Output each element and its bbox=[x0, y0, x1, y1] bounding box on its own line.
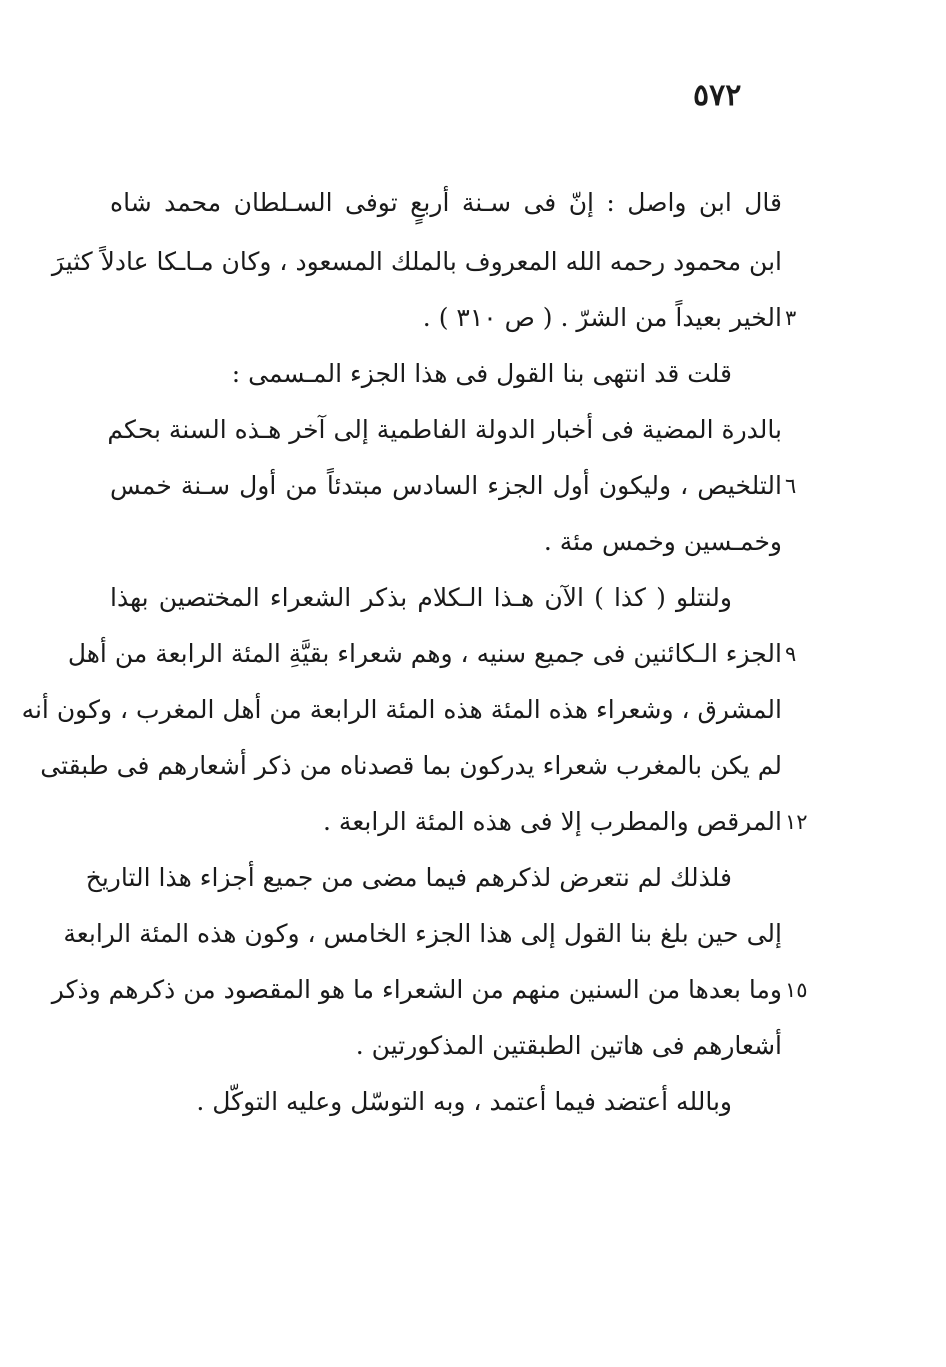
text-line: المشرق ، وشعراء هذه المئة هذه المئة الرابعة من أهل المغرب ، وكون أنه bbox=[21, 695, 782, 724]
line-number-marker: ٦ bbox=[785, 474, 797, 498]
text-line: ابن محمود رحمه الله المعروف بالملك المسعود ، وكان مـاـكا عادلاً كثيرَ bbox=[51, 247, 782, 276]
text-line: أشعارهم فى هاتين الطبقتين المذكورتين . bbox=[355, 1031, 782, 1060]
line-number-marker: ٣ bbox=[785, 306, 797, 330]
text-line: ولنتلو ( كذا ) الآن هـذا الـكلام بذكر الشعراء المختصين بهذا bbox=[110, 583, 732, 612]
text-line: لم يكن بالمغرب شعراء يدركون بما قصدناه من ذكر أشعارهم فى طبقتى bbox=[40, 751, 782, 780]
line-number-marker: ١٢ bbox=[785, 810, 808, 834]
text-line: إلى حين بلغ بنا القول إلى هذا الجزء الخامس ، وكون هذه المئة الرابعة bbox=[63, 919, 782, 948]
line-number-marker: ٩ bbox=[785, 642, 797, 666]
text-line: قلت قد انتهى بنا القول فى هذا الجزء المـسمى : bbox=[231, 359, 732, 388]
text-line: التلخيص ، وليكون أول الجزء السادس مبتدئاً من أول سـنة خمس bbox=[110, 471, 782, 500]
text-line: المرقص والمطرب إلا فى هذه المئة الرابعة . bbox=[323, 807, 782, 836]
text-line: فلذلك لم نتعرض لذكرهم فيما مضى من جميع أجزاء هذا التاريخ bbox=[85, 863, 732, 892]
text-line: قال ابن واصل : إنّ فى سـنة أربعٍ توفى السـلطان محمد شاه bbox=[110, 188, 782, 217]
text-line: وما بعدها من السنين منهم من الشعراء ما هو المقصود من ذكرهم وذكر bbox=[51, 975, 782, 1004]
line-number-marker: ١٥ bbox=[785, 978, 808, 1002]
text-line: وخمـسين وخمس مئة . bbox=[543, 527, 782, 556]
page-number: ٥٧٢ bbox=[693, 78, 742, 113]
body-text bbox=[21, 0, 782, 1367]
text-line: الخير بعيداً من الشرّ . ( ص ٣١٠ ) . bbox=[422, 303, 782, 332]
text-line: وبالله أعتضد فيما أعتمد ، وبه التوسّل وعليه التوكّل . bbox=[196, 1087, 732, 1116]
text-line: الجزء الـكائنين فى جميع سنيه ، وهم شعراء بقيَّةِ المئة الرابعة من أهل bbox=[67, 639, 782, 668]
text-line: بالدرة المضية فى أخبار الدولة الفاطمية إلى آخر هـذه السنة بحكم bbox=[107, 415, 782, 444]
